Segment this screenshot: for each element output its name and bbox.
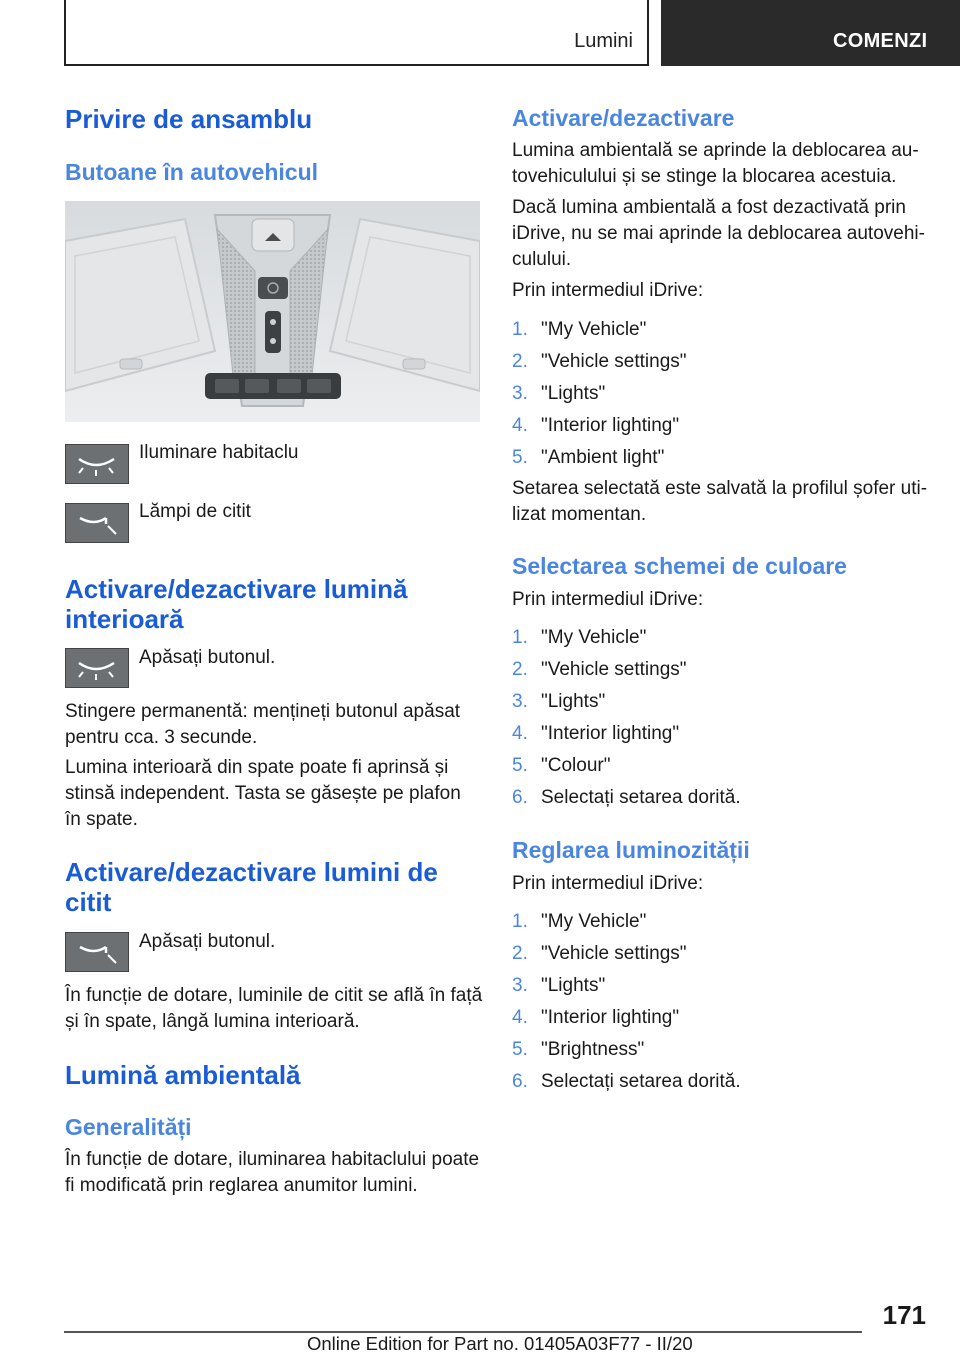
interior-paragraph-2-line1: Lumina interioară din spate poate fi aprinsă și xyxy=(65,757,449,778)
footer-edition: Online Edition for Part no. 01405A03F77 - II/20 xyxy=(307,1333,693,1354)
interior-paragraph-2-line3: în spate. xyxy=(65,809,138,830)
list-item: 3. "Lights" xyxy=(512,691,606,712)
interior-light-icon xyxy=(65,648,129,688)
via-idrive-text: Prin intermediul iDrive: xyxy=(512,280,704,301)
heading-reading-light-line1: Activare/dezactivare lumini de xyxy=(65,857,438,887)
heading-overview: Privire de ansamblu xyxy=(65,104,313,134)
list-item: 2. "Vehicle settings" xyxy=(512,659,687,680)
reading-light-label: Lămpi de citit xyxy=(139,501,251,522)
list-item: 4. "Interior lighting" xyxy=(512,415,680,436)
header-section-tab xyxy=(64,0,649,66)
press-button-text: Apăsați butonul. xyxy=(139,931,276,952)
saved-profile-line2: lizat momentan. xyxy=(512,504,647,525)
header-chapter-label: COMENZI xyxy=(833,30,928,52)
heading-activate-deactivate: Activare/dezactivare xyxy=(512,105,735,131)
via-idrive-text: Prin intermediul iDrive: xyxy=(512,873,704,894)
list-item: 6. Selectați setarea dorită. xyxy=(512,787,741,808)
via-idrive-text: Prin intermediul iDrive: xyxy=(512,589,704,610)
heading-interior-light-line1: Activare/dezactivare lumină xyxy=(65,574,408,604)
color-scheme-steps xyxy=(512,622,930,814)
list-item: 5. "Ambient light" xyxy=(512,447,665,468)
list-item: 5. "Brightness" xyxy=(512,1039,645,1060)
ceiling-console-illustration xyxy=(65,201,480,422)
list-item: 1. "My Vehicle" xyxy=(512,911,647,932)
list-item: 2. "Vehicle settings" xyxy=(512,943,687,964)
reading-light-icon xyxy=(65,932,129,972)
interior-light-label: Iluminare habitaclu xyxy=(139,442,299,463)
list-item: 6. Selectați setarea dorită. xyxy=(512,1071,741,1092)
brightness-steps xyxy=(512,906,930,1098)
interior-paragraph-1-line2: pentru cca. 3 secunde. xyxy=(65,727,258,748)
list-item: 4. "Interior lighting" xyxy=(512,1007,680,1028)
activate-paragraph-2-line1: Dacă lumina ambientală a fost dezactivată prin xyxy=(512,197,906,218)
heading-interior-light-line2: interioară xyxy=(65,604,184,634)
list-item: 1. "My Vehicle" xyxy=(512,627,647,648)
header-section-label: Lumini xyxy=(574,30,633,52)
reading-paragraph-line1: În funcție de dotare, luminile de citit se află în față xyxy=(65,985,483,1006)
interior-light-icon xyxy=(65,444,129,484)
heading-color-scheme: Selectarea schemei de culoare xyxy=(512,553,847,579)
activate-paragraph-1-line1: Lumina ambientală se aprinde la deblocarea au- xyxy=(512,140,919,161)
heading-brightness: Reglarea luminozității xyxy=(512,837,750,863)
reading-paragraph-line2: și în spate, lângă lumina interioară. xyxy=(65,1011,360,1032)
activate-paragraph-1-line2: tovehiculului și se stinge la blocarea acestuia. xyxy=(512,166,897,187)
list-item: 3. "Lights" xyxy=(512,975,606,996)
heading-reading-light-line2: citit xyxy=(65,887,112,917)
heading-ambient-light: Lumină ambientală xyxy=(65,1060,301,1090)
list-item: 1. "My Vehicle" xyxy=(512,319,647,340)
interior-paragraph-2-line2: stinsă independent. Tasta se găsește pe plafon xyxy=(65,783,461,804)
general-paragraph-line1: În funcție de dotare, iluminarea habitaclului poate xyxy=(65,1149,480,1170)
saved-profile-line1: Setarea selectată este salvată la profilul șofer uti- xyxy=(512,478,928,499)
activate-paragraph-2-line2: iDrive, nu se mai aprinde la deblocarea autovehi- xyxy=(512,223,925,244)
ceiling-console-photo xyxy=(65,201,480,422)
activate-paragraph-2-line3: culului. xyxy=(512,249,572,270)
header-chapter-tab xyxy=(661,0,960,66)
list-item: 3. "Lights" xyxy=(512,383,606,404)
page-number: 171 xyxy=(882,1300,926,1330)
list-item: 4. "Interior lighting" xyxy=(512,723,680,744)
list-item: 5. "Colour" xyxy=(512,755,611,776)
heading-general: Generalități xyxy=(65,1114,192,1140)
heading-buttons: Butoane în autovehicul xyxy=(65,159,319,185)
ambient-light-steps xyxy=(512,314,930,474)
interior-paragraph-1-line1: Stingere permanentă: mențineți butonul apăsat xyxy=(65,701,461,722)
general-paragraph-line2: fi modificată prin reglarea anumitor lumini. xyxy=(65,1175,418,1196)
press-button-text: Apăsați butonul. xyxy=(139,647,276,668)
reading-light-icon xyxy=(65,503,129,543)
list-item: 2. "Vehicle settings" xyxy=(512,351,687,372)
